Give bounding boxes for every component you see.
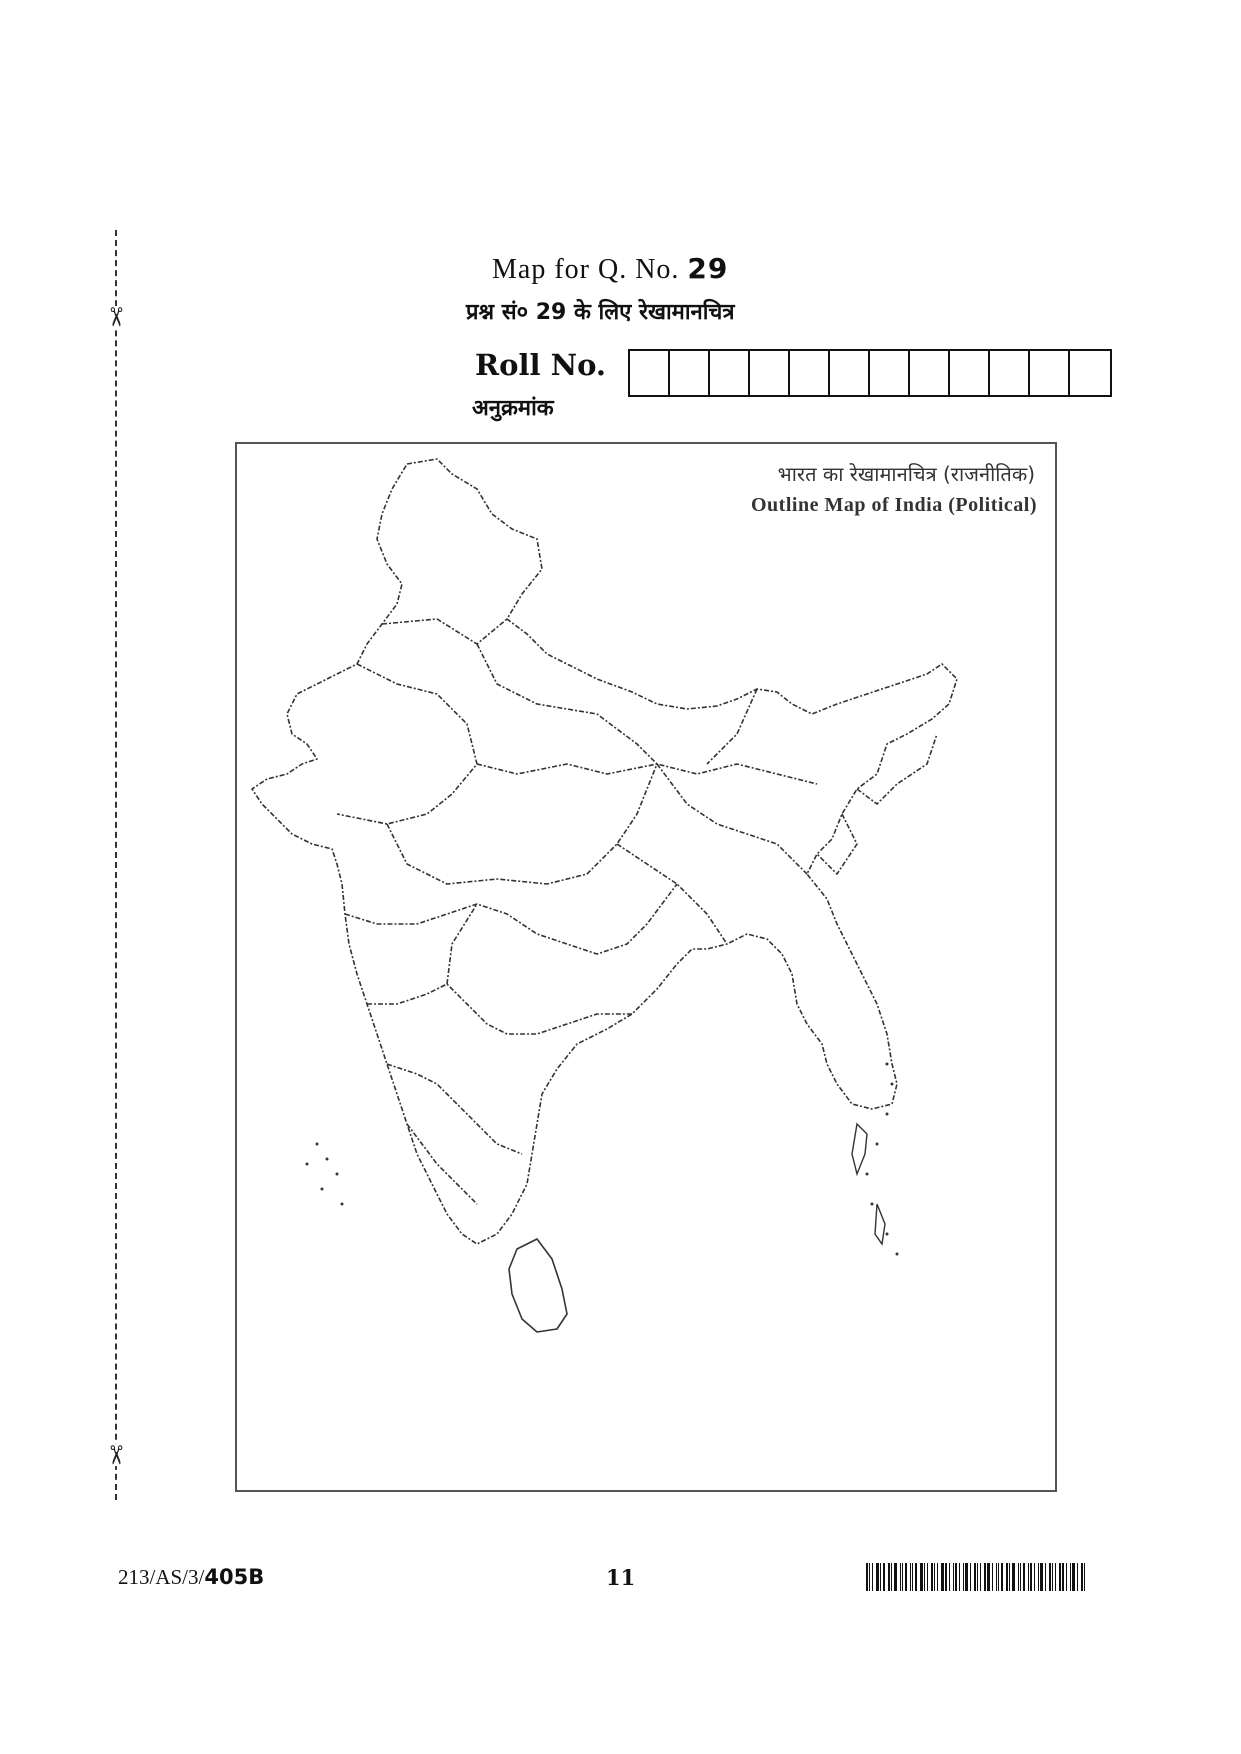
question-number: 29 — [687, 252, 729, 285]
barcode-bar — [1038, 1563, 1039, 1591]
barcode-bar — [920, 1563, 923, 1591]
india-outline-map — [237, 444, 1055, 1490]
barcode-bar — [931, 1563, 933, 1591]
state-boundary — [382, 619, 507, 644]
barcode-bar — [905, 1563, 907, 1591]
barcode-bar — [987, 1563, 990, 1591]
barcode-bar — [876, 1563, 879, 1591]
barcode-bar — [1045, 1563, 1046, 1591]
paper-code-prefix: 213/AS/3/ — [118, 1565, 205, 1589]
state-boundary — [367, 984, 632, 1034]
barcode-bar — [1028, 1563, 1029, 1591]
roll-number-box[interactable] — [830, 351, 870, 395]
state-boundary — [407, 1124, 477, 1204]
barcode-bar — [1055, 1563, 1056, 1591]
state-boundary — [707, 689, 757, 764]
map-title-english: Outline Map of India (Political) — [751, 494, 1037, 516]
paper-code — [118, 1565, 264, 1590]
state-boundary — [477, 644, 657, 764]
barcode-bar — [1052, 1563, 1053, 1591]
state-boundary — [447, 904, 477, 984]
barcode-bar — [1070, 1563, 1071, 1591]
barcode-bar — [945, 1563, 947, 1591]
barcode-bar — [912, 1563, 913, 1591]
barcode-bar — [1030, 1563, 1032, 1591]
barcode-bar — [965, 1563, 968, 1591]
barcode-bar — [927, 1563, 928, 1591]
barcode-bar — [891, 1563, 892, 1591]
barcode-bar — [1001, 1563, 1003, 1591]
barcode-bar — [1049, 1563, 1051, 1591]
cut-line — [115, 230, 117, 1500]
barcode-bar — [1040, 1563, 1043, 1591]
roll-number-box[interactable] — [1030, 351, 1070, 395]
roll-number-label: Roll No. — [475, 348, 607, 382]
barcode-bar — [941, 1563, 944, 1591]
roll-number-box[interactable] — [710, 351, 750, 395]
barcode-bar — [1023, 1563, 1025, 1591]
state-boundary — [857, 734, 937, 804]
roll-number-box[interactable] — [950, 351, 990, 395]
barcode-bar — [980, 1563, 981, 1591]
barcode-bar — [1084, 1563, 1085, 1591]
barcode-bar — [1018, 1563, 1019, 1591]
barcode-bar — [888, 1563, 890, 1591]
state-boundary — [657, 764, 807, 874]
barcode-bar — [880, 1563, 881, 1591]
map-title-hindi: भारत का रेखामानचित्र (राजनीतिक) — [777, 462, 1035, 486]
barcode-bar — [984, 1563, 986, 1591]
barcode-bar — [1077, 1563, 1078, 1591]
barcode-bar — [992, 1563, 993, 1591]
india-outline — [252, 459, 957, 1244]
barcode-bar — [934, 1563, 935, 1591]
map-frame — [235, 442, 1057, 1492]
barcode-bar — [955, 1563, 957, 1591]
map-question-title — [492, 252, 728, 286]
roll-number-box[interactable] — [1070, 351, 1110, 395]
islands — [306, 1063, 899, 1256]
state-boundary — [337, 664, 477, 824]
roll-number-box[interactable] — [750, 351, 790, 395]
roll-number-box[interactable] — [870, 351, 910, 395]
roll-number-box[interactable] — [990, 351, 1030, 395]
barcode-bar — [902, 1563, 903, 1591]
state-boundary — [345, 884, 677, 954]
barcode-bar — [894, 1563, 897, 1591]
scissors-icon: ✂ — [99, 1444, 130, 1466]
barcode-bar — [937, 1563, 938, 1591]
barcode-bar — [1034, 1563, 1035, 1591]
roll-number-box[interactable] — [630, 351, 670, 395]
roll-number-box[interactable] — [910, 351, 950, 395]
barcode-bar — [949, 1563, 950, 1591]
state-boundary — [387, 764, 657, 884]
scissors-icon: ✂ — [99, 306, 130, 328]
barcode-bar — [910, 1563, 911, 1591]
state-boundary — [477, 764, 817, 784]
barcode-bar — [1020, 1563, 1021, 1591]
map-for-label: Map for Q. No. — [492, 254, 680, 285]
roll-number-box[interactable] — [670, 351, 710, 395]
barcode-bar — [1012, 1563, 1015, 1591]
barcode-bar — [1062, 1563, 1064, 1591]
barcode-bar — [1072, 1563, 1075, 1591]
barcode-bar — [924, 1563, 925, 1591]
barcode-bar — [900, 1563, 901, 1591]
roll-number-box[interactable] — [790, 351, 830, 395]
page-number: 11 — [606, 1565, 636, 1590]
barcode-bar — [959, 1563, 960, 1591]
barcode-bar — [963, 1563, 964, 1591]
roll-number-label-hindi: अनुक्रमांक — [472, 396, 554, 421]
andaman-islands — [852, 1124, 885, 1244]
barcode — [866, 1563, 1126, 1591]
barcode-bar — [998, 1563, 999, 1591]
barcode-bar — [883, 1563, 885, 1591]
sri-lanka-outline — [509, 1239, 567, 1332]
barcode-bar — [866, 1563, 868, 1591]
barcode-bar — [869, 1563, 870, 1591]
state-boundary — [617, 844, 727, 944]
barcode-bar — [1066, 1563, 1067, 1591]
barcode-bar — [974, 1563, 976, 1591]
roll-number-boxes[interactable] — [628, 349, 1112, 397]
barcode-bar — [915, 1563, 917, 1591]
barcode-bar — [977, 1563, 978, 1591]
barcode-bar — [1059, 1563, 1061, 1591]
barcode-bar — [1081, 1563, 1083, 1591]
barcode-bar — [1009, 1563, 1010, 1591]
barcode-bar — [872, 1563, 873, 1591]
barcode-bar — [953, 1563, 954, 1591]
state-boundary — [387, 1064, 522, 1154]
barcode-bar — [996, 1563, 997, 1591]
state-boundary — [817, 814, 857, 874]
paper-code-bold: 405B — [204, 1565, 265, 1589]
barcode-bar — [1006, 1563, 1008, 1591]
hindi-title: प्रश्न सं० 29 के लिए रेखामानचित्र — [466, 300, 735, 325]
barcode-bar — [970, 1563, 971, 1591]
